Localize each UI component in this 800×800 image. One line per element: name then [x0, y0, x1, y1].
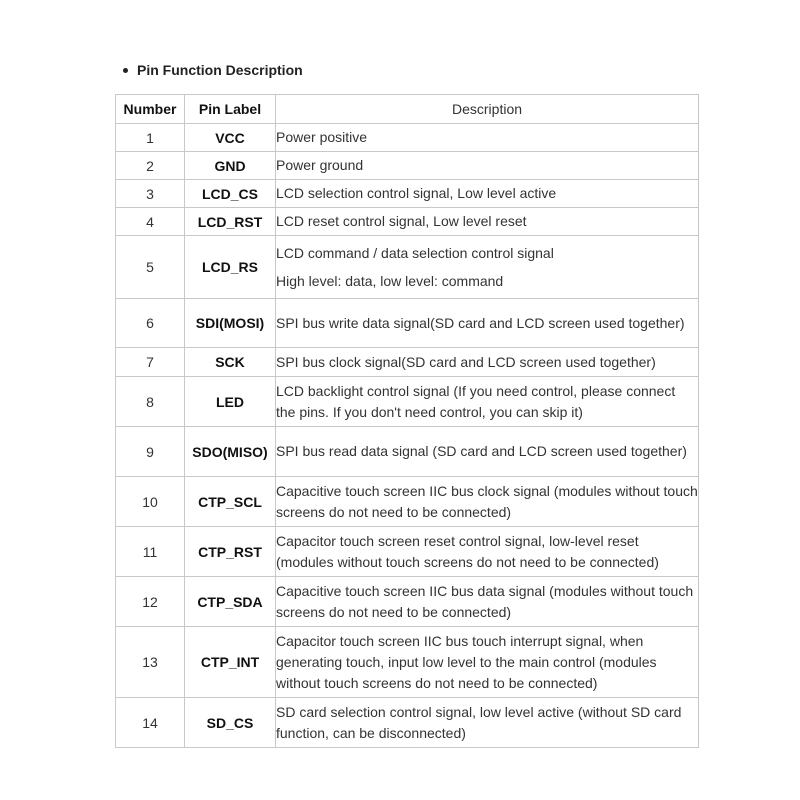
- pin-description: [276, 236, 699, 299]
- pin-label: LCD_RST: [185, 208, 276, 236]
- table-row: [116, 577, 699, 627]
- pin-description: Power positive: [276, 124, 699, 152]
- pin-label: CTP_SCL: [185, 477, 276, 527]
- pin-number: 12: [116, 577, 185, 627]
- pin-description: SPI bus clock signal(SD card and LCD screen used together): [276, 348, 699, 377]
- table-row: [116, 527, 699, 577]
- pin-description: Power ground: [276, 152, 699, 180]
- pin-number: 13: [116, 627, 185, 698]
- pin-function-table: [115, 94, 699, 748]
- pin-number: 6: [116, 299, 185, 348]
- table-row: [116, 236, 699, 299]
- pin-label: SD_CS: [185, 698, 276, 748]
- pin-label: VCC: [185, 124, 276, 152]
- pin-number: 9: [116, 427, 185, 477]
- pin-description: SPI bus read data signal (SD card and LCD screen used together): [276, 427, 699, 477]
- table-row: [116, 377, 699, 427]
- bullet-icon: [123, 68, 128, 73]
- table-row: [116, 427, 699, 477]
- pin-description-line: High level: data, low level: command: [276, 272, 504, 289]
- pin-description: LCD reset control signal, Low level reset: [276, 208, 699, 236]
- pin-number: 4: [116, 208, 185, 236]
- pin-label: SDI(MOSI): [185, 299, 276, 348]
- table-row: [116, 299, 699, 348]
- section-heading: [123, 60, 303, 80]
- pin-description: Capacitive touch screen IIC bus data signal (modules without touch screens do not need to be connected): [276, 577, 699, 627]
- section-title: Pin Function Description: [137, 62, 303, 78]
- pin-number: 11: [116, 527, 185, 577]
- pin-number: 2: [116, 152, 185, 180]
- pin-label: CTP_RST: [185, 527, 276, 577]
- pin-number: 14: [116, 698, 185, 748]
- table-row: [116, 698, 699, 748]
- pin-number: 1: [116, 124, 185, 152]
- pin-label: SDO(MISO): [185, 427, 276, 477]
- pin-description: Capacitor touch screen reset control signal, low-level reset (modules without touch screens do not need to be connected): [276, 527, 699, 577]
- table-row: [116, 477, 699, 527]
- pin-label: CTP_INT: [185, 627, 276, 698]
- pin-number: 5: [116, 236, 185, 299]
- header-description: Description: [276, 95, 699, 124]
- pin-description-line: LCD command / data selection control signal: [276, 244, 554, 261]
- pin-label: LED: [185, 377, 276, 427]
- pin-description: SPI bus write data signal(SD card and LCD screen used together): [276, 299, 699, 348]
- table-header-row: [116, 95, 699, 124]
- table-row: [116, 124, 699, 152]
- pin-number: 8: [116, 377, 185, 427]
- pin-description: SD card selection control signal, low level active (without SD card function, can be disconnected): [276, 698, 699, 748]
- table-row: [116, 180, 699, 208]
- pin-label: GND: [185, 152, 276, 180]
- pin-description: Capacitor touch screen IIC bus touch interrupt signal, when generating touch, input low level to the main control (modules without touch screens do not need to be connected): [276, 627, 699, 698]
- table-row: [116, 348, 699, 377]
- pin-label: LCD_CS: [185, 180, 276, 208]
- header-number: Number: [116, 95, 185, 124]
- table-row: [116, 208, 699, 236]
- pin-label: LCD_RS: [185, 236, 276, 299]
- pin-label: CTP_SDA: [185, 577, 276, 627]
- pin-number: 3: [116, 180, 185, 208]
- pin-description: Capacitive touch screen IIC bus clock signal (modules without touch screens do not need to be connected): [276, 477, 699, 527]
- pin-number: 10: [116, 477, 185, 527]
- pin-label: SCK: [185, 348, 276, 377]
- pin-description: LCD selection control signal, Low level active: [276, 180, 699, 208]
- pin-description: LCD backlight control signal (If you need control, please connect the pins. If you don't need control, you can skip it): [276, 377, 699, 427]
- header-pin-label: Pin Label: [185, 95, 276, 124]
- pin-number: 7: [116, 348, 185, 377]
- table-row: [116, 627, 699, 698]
- table-row: [116, 152, 699, 180]
